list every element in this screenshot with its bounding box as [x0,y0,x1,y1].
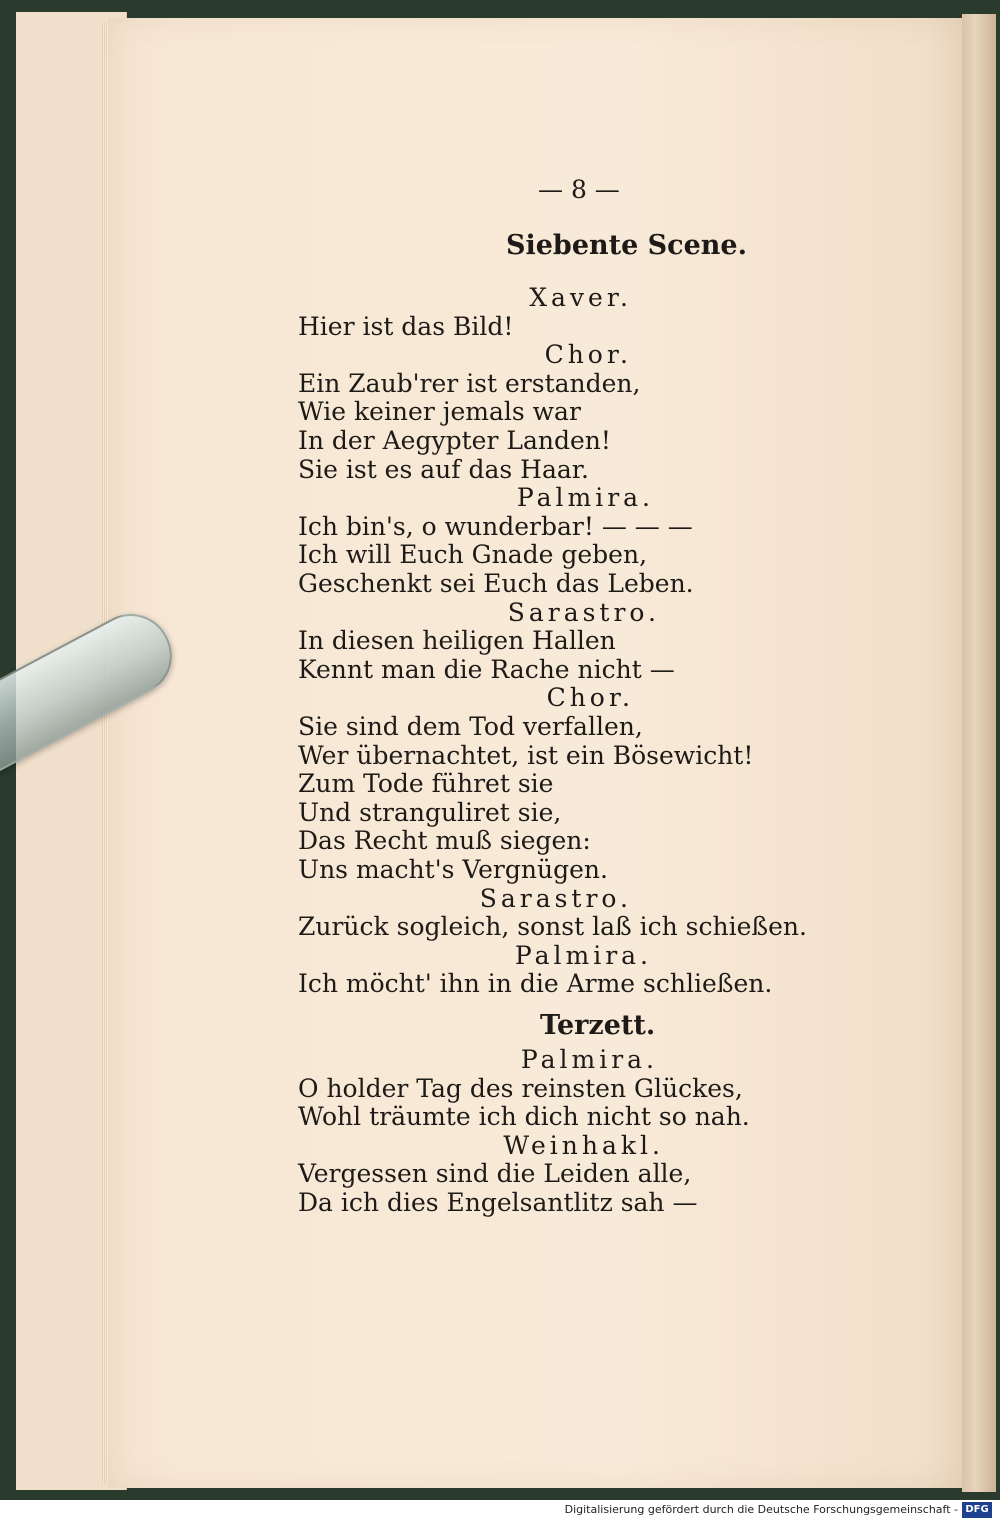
speaker-name: Chor. [544,340,632,370]
section-title: Terzett. [540,1010,656,1041]
speaker-name: Weinhakl. [503,1130,664,1160]
verse-line: Wie keiner jemals war [298,397,581,427]
verse-line: Und stranguliret sie, [298,797,562,827]
verse-line: Vergessen sind die Leiden alle, [298,1159,692,1189]
verse-line: Sie sind dem Tod verfallen, [298,712,643,741]
speaker-name: Palmira. [516,483,654,513]
speaker-name: Xaver. [529,283,632,312]
page-right-edge [962,14,996,1492]
verse-line: Uns macht's Vergnügen. [298,855,608,884]
verse-line: Kennt man die Rache nicht — [298,654,675,684]
verse-line: In der Aegypter Landen! [298,426,611,455]
footer-bar [0,1500,1000,1521]
verse-line: In diesen heiligen Hallen [298,626,616,656]
speaker-name: Palmira. [514,940,652,970]
speaker-name: Palmira. [520,1045,658,1074]
verse-line: Sie ist es auf das Haar. [298,454,589,484]
dfg-logo: DFG [962,1502,992,1518]
scene-title: Siebente Scene. [506,230,747,261]
verse-line: Wer übernachtet, ist ein Bösewicht! [298,740,754,770]
verse-line: Hier ist das Bild! [298,311,514,341]
verse-line: O holder Tag des reinsten Glückes, [298,1073,743,1103]
funding-notice: Digitalisierung gefördert durch die Deutsche Forschungsgemeinschaft - [564,1503,958,1516]
speaker-name: Chor. [546,683,634,713]
speaker-name: Sarastro. [507,597,660,627]
verse-line: Geschenkt sei Euch das Leben. [298,569,694,598]
verse-line: Ich möcht' ihn in die Arme schließen. [298,969,773,999]
verse-line: Zum Tode führet sie [298,769,554,799]
verse-line: Da ich dies Engelsantlitz sah — [298,1188,698,1217]
speaker-name: Sarastro. [479,883,632,913]
verse-line: Ich will Euch Gnade geben, [298,540,648,570]
verse-line: Ich bin's, o wunderbar! — — — [298,511,693,541]
page-number: — 8 — [538,175,620,204]
verse-line: Zurück sogleich, sonst laß ich schießen. [298,912,807,942]
verse-line: Das Recht muß siegen: [298,826,591,856]
verse-line: Wohl träumte ich dich nicht so nah. [298,1102,750,1132]
verse-line: Ein Zaub'rer ist erstanden, [298,368,641,398]
page-stack-edge [102,22,108,1484]
